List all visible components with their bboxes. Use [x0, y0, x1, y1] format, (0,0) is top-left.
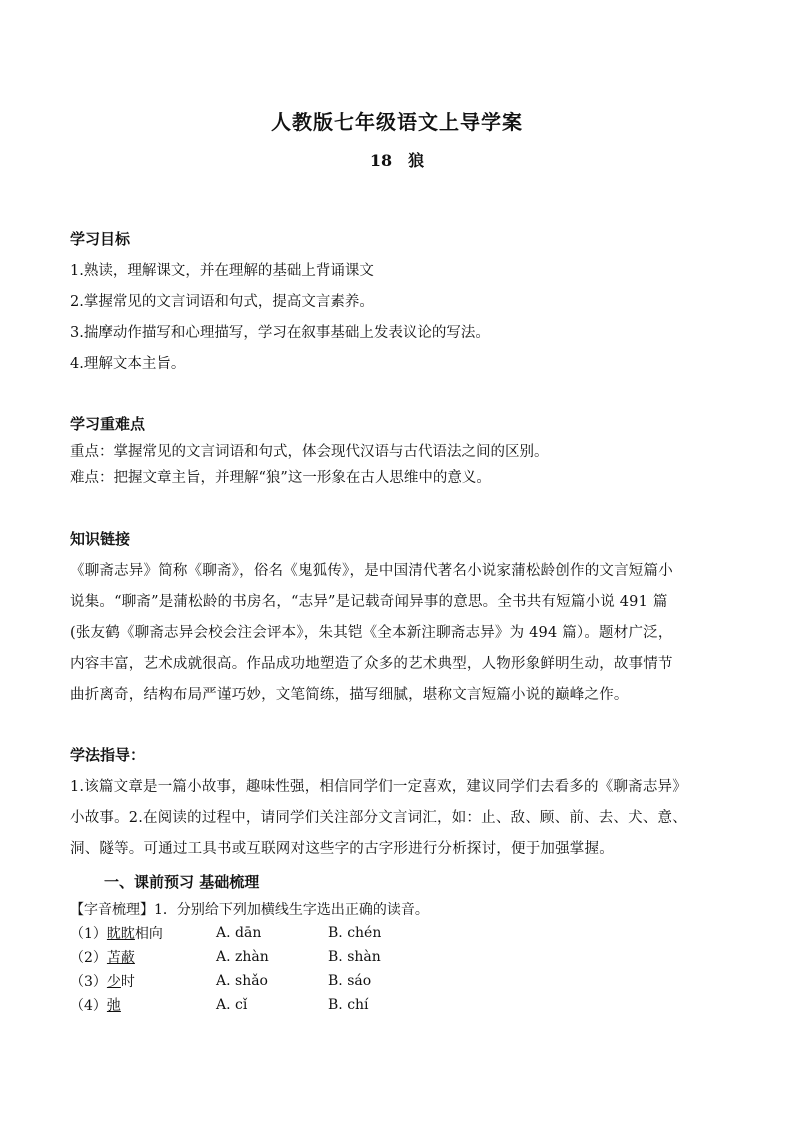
option-a: A. zhàn [216, 949, 269, 965]
lesson-title: 18 狼 [369, 151, 425, 170]
method-line: 小故事。2.在阅读的过程中，请同学们关注部分文言词汇，如：止、敌、顾、前、去、犬、意、 [70, 810, 687, 826]
key-point: 重点：掌握常见的文言词语和句式，体会现代汉语与古代语法之间的区别。 [70, 444, 549, 460]
document-title: 人教版七年级语文上导学案 [271, 110, 523, 134]
option-b: B. shàn [328, 949, 381, 965]
objective-item: 3.揣摩动作描写和心理描写，学习在叙事基础上发表议论的写法。 [70, 325, 490, 341]
question-number: （4） [70, 998, 107, 1014]
knowledge-line: 曲折离奇，结构布局严谨巧妙，文笔简练，描写细腻，堪称文言短篇小说的巅峰之作。 [70, 687, 629, 703]
underlined-word: 苫蔽 [106, 950, 135, 966]
underlined-word: 弛 [106, 998, 121, 1014]
question-number: （3） [70, 974, 107, 990]
method-line: 1.该篇文章是一篇小故事，趣味性强，相信同学们一定喜欢，建议同学们去看多的《聊斋志异》 [70, 779, 687, 795]
question-word-rest: 相向 [134, 926, 163, 942]
difficulties-heading: 学习重难点 [70, 415, 146, 433]
option-a: A. shǎo [216, 973, 268, 989]
option-a: A. dān [216, 925, 262, 941]
preview-heading: 一、课前预习 基础梳理 [104, 873, 260, 891]
option-a: A. cǐ [216, 997, 248, 1013]
pronunciation-intro: 【字音梳理】1．分别给下列加横线生字选出正确的读音。 [70, 902, 429, 918]
option-b: B. sáo [328, 973, 372, 989]
question-word-rest: 时 [120, 974, 135, 990]
knowledge-heading: 知识链接 [70, 530, 131, 548]
underlined-word: 少 [106, 974, 121, 990]
knowledge-line: (张友鹤《聊斋志异会校会注会评本》，朱其铠《全本新注聊斋志异》为 494 篇）。题材广泛， [70, 625, 673, 641]
option-b: B. chén [328, 925, 382, 941]
knowledge-line: 说集。“聊斋”是蒲松龄的书房名，“志异”是记载奇闻异事的意思。全书共有短篇小说 491 篇 [70, 594, 668, 610]
objective-item: 1.熟读，理解课文，并在理解的基础上背诵课文 [70, 263, 374, 279]
method-line: 洞、隧等。可通过工具书或互联网对这些字的古字形进行分析探讨，便于加强掌握。 [70, 841, 614, 857]
question-row [70, 971, 135, 991]
objective-item: 4.理解文本主旨。 [70, 356, 186, 372]
method-heading: 学法指导： [70, 746, 146, 764]
objectives-heading: 学习目标 [70, 230, 131, 248]
question-row [70, 947, 135, 967]
underlined-word: 眈眈 [106, 926, 135, 942]
objective-item: 2.掌握常见的文言词语和句式，提高文言素养。 [70, 294, 374, 310]
question-row [70, 923, 163, 943]
question-row [70, 995, 121, 1015]
question-number: （2） [70, 950, 107, 966]
knowledge-line: 内容丰富，艺术成就很高。作品成功地塑造了众多的艺术典型，人物形象鲜明生动，故事情节 [70, 656, 673, 672]
difficult-point: 难点：把握文章主旨，并理解“狼”这一形象在古人思维中的意义。 [70, 470, 491, 486]
question-number: （1） [70, 926, 107, 942]
knowledge-line: 《聊斋志异》简称《聊斋》，俗名《鬼狐传》，是中国清代著名小说家蒲松龄创作的文言短篇小 [70, 563, 673, 579]
option-b: B. chí [328, 997, 369, 1013]
